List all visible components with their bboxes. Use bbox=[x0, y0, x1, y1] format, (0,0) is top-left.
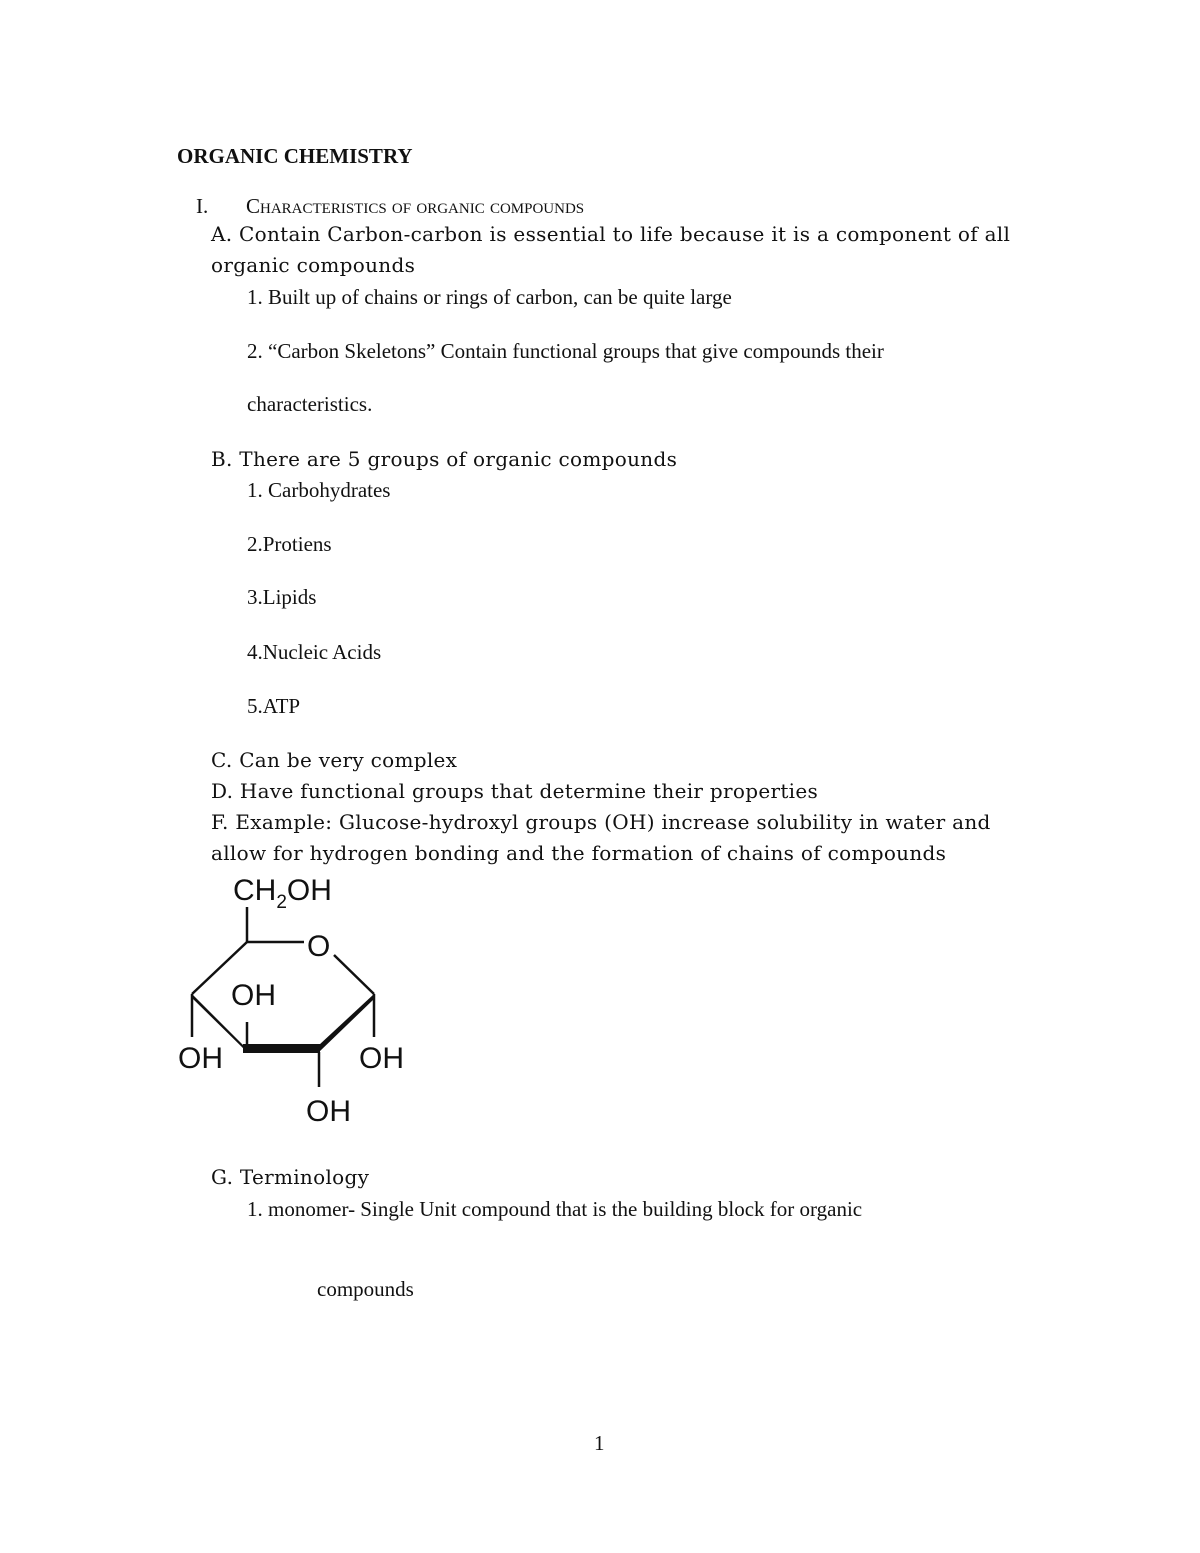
section-numeral: I. bbox=[196, 194, 209, 218]
item-c: C. Can be very complex bbox=[211, 748, 458, 772]
oh-label: OH bbox=[231, 979, 276, 1012]
item-d: D. Have functional groups that determine their properties bbox=[211, 779, 819, 803]
oh-label: OH bbox=[178, 1042, 223, 1075]
item-a-sub1: 1. Built up of chains or rings of carbon, can be quite large bbox=[247, 285, 732, 309]
item-f-line1: F. Example: Glucose-hydroxyl groups (OH) increase solubility in water and bbox=[211, 810, 991, 834]
item-a-sub2-line2: characteristics. bbox=[247, 392, 373, 416]
item-g-sub1-line2: compounds bbox=[317, 1277, 414, 1301]
ch2oh-label: $CH_2OH$ bbox=[233, 874, 332, 913]
item-a-line2: organic compounds bbox=[211, 253, 416, 277]
item-g-sub1-line1: 1. monomer- Single Unit compound that is the building block for organic bbox=[247, 1197, 863, 1221]
item-a-line1: A. Contain Carbon-carbon is essential to life because it is a component of all bbox=[211, 222, 1011, 246]
item-f-line2: allow for hydrogen bonding and the formation of chains of compounds bbox=[211, 841, 947, 865]
ring-bond-o-c1 bbox=[334, 955, 374, 994]
page-number: 1 bbox=[594, 1431, 605, 1455]
section-heading: Characteristics of organic compounds bbox=[246, 194, 585, 218]
ring-oxygen-label: O bbox=[307, 930, 331, 963]
item-g-text: G. Terminology bbox=[211, 1165, 370, 1189]
item-b-text: B. There are 5 groups of organic compounds bbox=[211, 447, 678, 471]
oh-label: OH bbox=[306, 1095, 351, 1128]
item-a-sub2-line1: 2. “Carbon Skeletons” Contain functional groups that give compounds their bbox=[247, 339, 884, 363]
glucose-structure-diagram bbox=[168, 862, 438, 1132]
ring-bond-front bbox=[243, 1044, 320, 1053]
group-item: 1. Carbohydrates bbox=[247, 478, 391, 502]
group-item: 2.Protiens bbox=[247, 532, 332, 556]
group-item: 5.ATP bbox=[247, 694, 301, 718]
group-item: 4.Nucleic Acids bbox=[247, 640, 382, 664]
page-title: ORGANIC CHEMISTRY bbox=[177, 144, 413, 168]
oh-label: OH bbox=[359, 1042, 404, 1075]
group-item: 3.Lipids bbox=[247, 585, 317, 609]
